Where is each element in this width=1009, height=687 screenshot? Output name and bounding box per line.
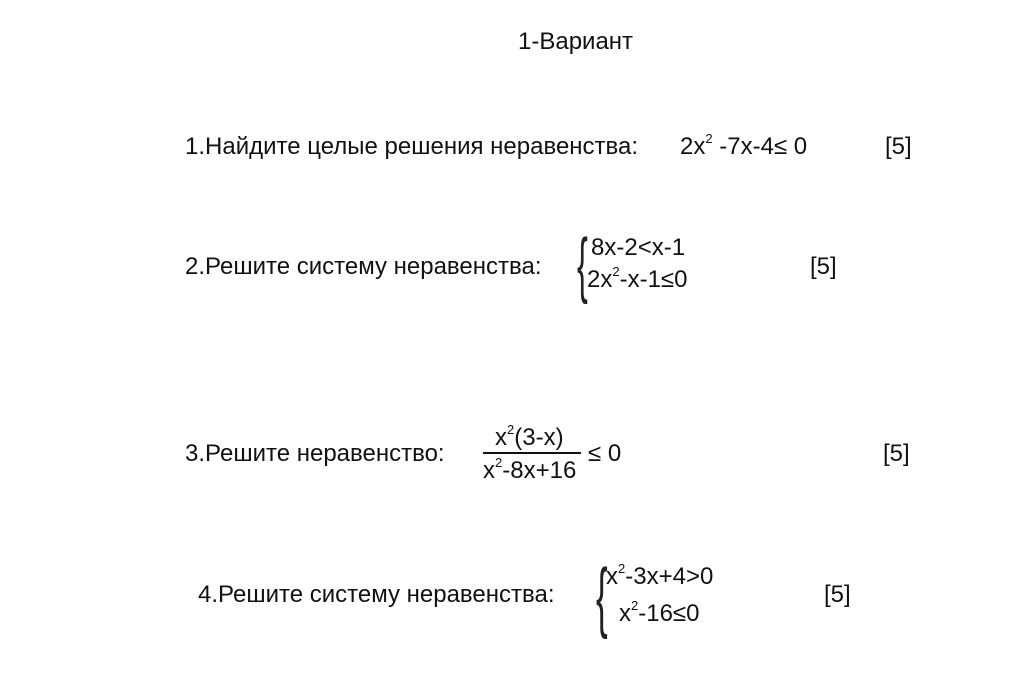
question-2-text: 2.Решите систему неравенства: [185, 253, 542, 280]
question-1-expression [680, 133, 807, 161]
fraction-denominator [483, 457, 576, 485]
question-3-score: [5] [883, 440, 910, 467]
expr-rest: -16≤0 [638, 600, 700, 627]
expr-exponent: 2 [631, 598, 639, 613]
question-4-text: 4.Решите систему неравенства: [198, 581, 555, 608]
expr-exponent: 2 [618, 561, 626, 576]
question-1-score: [5] [885, 133, 912, 160]
question-4-line-2 [619, 600, 699, 628]
question-3-relation: ≤ 0 [588, 440, 622, 467]
system-brace-icon: { [577, 225, 588, 305]
system-brace-icon: { [596, 552, 608, 640]
expr-rest: -7x-4≤ 0 [712, 133, 808, 160]
question-2-line-1: 8x-2<x-1 [591, 234, 686, 261]
fraction-numerator [495, 424, 564, 452]
expr-base: x [495, 424, 507, 451]
expr-exponent: 2 [495, 455, 503, 470]
question-2-line-2 [587, 266, 687, 294]
question-4-line-1 [606, 563, 713, 591]
fraction-bar [483, 452, 581, 454]
question-3-text: 3.Решите неравенство: [185, 440, 445, 467]
question-4-score: [5] [824, 581, 851, 608]
expr-base: x [606, 563, 618, 590]
expr-rest: -8x+16 [502, 457, 577, 484]
question-2-score: [5] [810, 253, 837, 280]
expr-base: x [619, 600, 631, 627]
expr-base: 2x [680, 133, 706, 160]
page-title: 1-Вариант [518, 28, 634, 55]
expr-exponent: 2 [507, 422, 515, 437]
expr-rest: (3-x) [514, 424, 564, 451]
question-1-text: 1.Найдите целые решения неравенства: [185, 133, 639, 160]
expr-base: x [483, 457, 495, 484]
expr-exponent: 2 [612, 264, 620, 279]
expr-base: 2x [587, 266, 613, 293]
expr-rest: -3x+4>0 [625, 563, 714, 590]
expr-exponent: 2 [705, 131, 713, 146]
expr-rest: -x-1≤0 [619, 266, 688, 293]
